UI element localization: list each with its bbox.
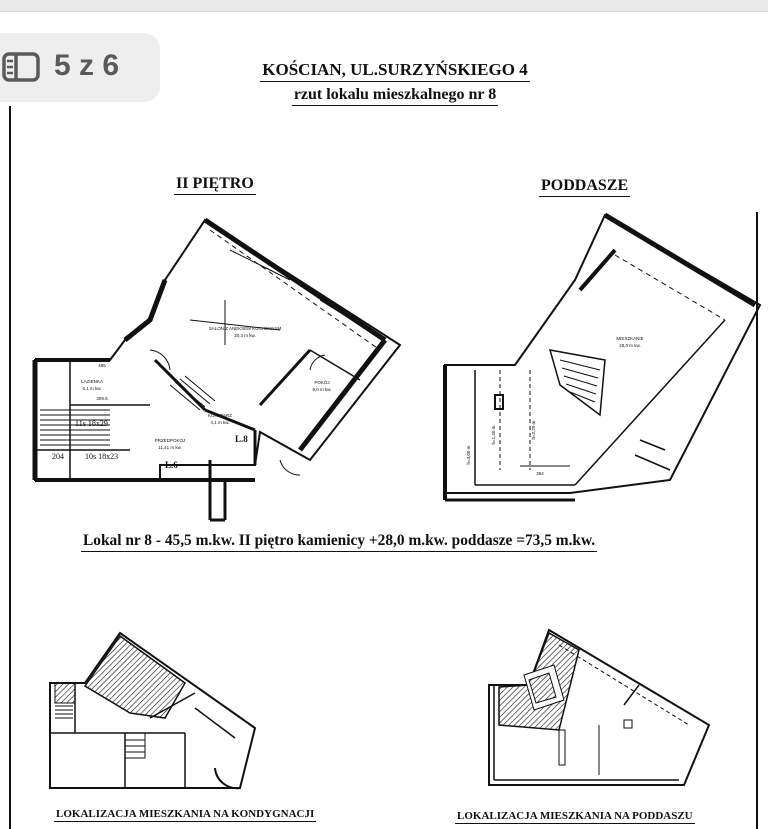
caption-floor-location: LOKALIZACJA MIESZKANIA NA KONDYGNACJI	[56, 808, 315, 820]
dimension-label: 204	[52, 452, 64, 461]
document-title: KOŚCIAN, UL.SURZYŃSKIEGO 4	[200, 60, 590, 82]
page-counter[interactable]	[0, 33, 160, 102]
room-area-przedpokoj: 11,41 m kw.	[158, 445, 182, 450]
room-label-mieszkanie: MIESZKANIE	[616, 336, 644, 341]
dimension-label: h=1,40 m	[491, 425, 496, 445]
location-plan-attic	[484, 625, 714, 785]
floor-label-right: PODDASZE	[539, 177, 630, 197]
area-summary: Lokal nr 8 - 45,5 m.kw. II piętro kamienicy +28,0 m.kw. poddasze =73,5 m.kw.	[81, 532, 597, 552]
room-area-salon: 20,3 m kw.	[234, 333, 256, 338]
location-plan-floor	[45, 628, 260, 793]
stair-label-2: 10s 18x23	[85, 452, 119, 461]
dimension-label: h=2,20 m	[531, 420, 536, 440]
room-label-lazienka: ŁAZIENKA	[81, 379, 103, 384]
room-label-przedpokoj: PRZEDPOKÓJ	[154, 438, 186, 443]
document-subtitle: rzut lokalu mieszkalnego nr 8	[200, 86, 590, 106]
page-border-left	[9, 106, 11, 829]
caption-attic-location: LOKALIZACJA MIESZKANIA NA PODDASZU	[457, 810, 693, 822]
dimension-label: 309.5	[96, 396, 108, 401]
floor-plan-attic	[440, 210, 765, 510]
stair-label-1: 11s 18x29	[75, 419, 108, 428]
room-area-lazienka: 6,1 m kw.	[82, 386, 102, 391]
room-area-korytarz: 4,1 m kw.	[210, 420, 230, 425]
level-label-l8: L.8	[235, 434, 248, 444]
room-area-pokoj: 9,0 m kw.	[312, 387, 332, 392]
dimension-label: 364	[536, 471, 544, 476]
page-counter-text: 5 z 6	[54, 49, 120, 82]
room-label-korytarz: KORYTARZ	[207, 413, 233, 418]
floor-label-left: II PIĘTRO	[174, 175, 256, 195]
dimension-label: 485	[98, 363, 106, 368]
room-area-mieszkanie: 28,0 m kw.	[619, 343, 641, 348]
level-label-l6: L.6	[165, 460, 178, 470]
room-label-pokoj: POKÓJ	[314, 380, 330, 385]
room-label-salon: SALON Z ANEKSEM KUCHENNYM	[208, 326, 282, 331]
pages-icon	[2, 52, 42, 82]
viewer-top-bar	[0, 0, 768, 12]
floor-plan-second-floor	[30, 210, 410, 530]
dimension-label: h=3,00 m	[466, 445, 471, 465]
